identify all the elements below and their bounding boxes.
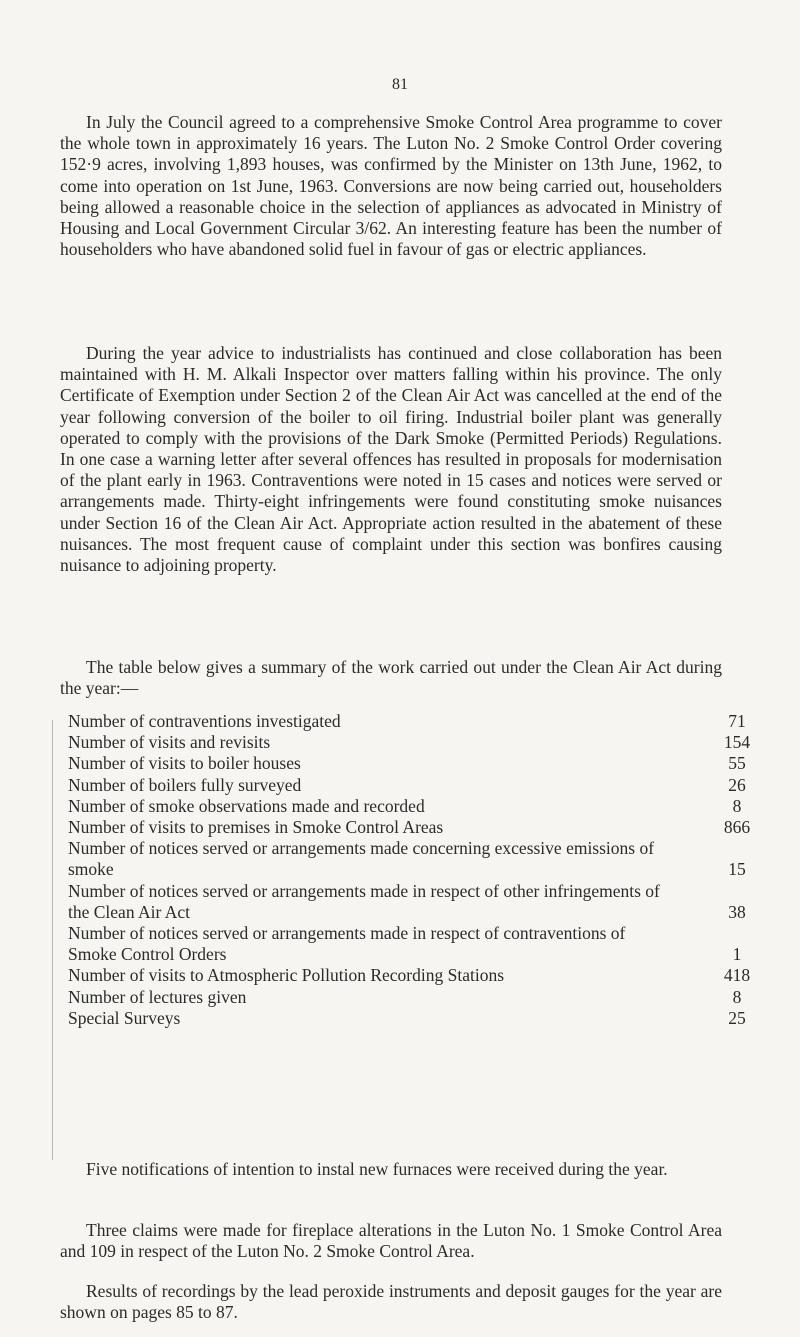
paragraph-industrial-advice: During the year advice to industrialists has continued and close collaboration has been maintained with H. M. Alkali Inspector over matters falling within his province. The only Certificate of Exemption under Section 2 of the Clean Air Act was cancelled at the end of the year following conversion of the boiler to oil firing. Industrial boiler plant was generally operated to comply with the provisions of the Dark Smoke (Permitted Periods) Regulations. In one case a warning letter after several offences has resulted in proposals for modernisation of the plant early in 1963. Contraventions were noted in 15 cases and notices were served or arrangements made. Thirty-eight infringements were found constituting smoke nuisances under Section 16 of the Clean Air Act. Appropriate action resulted in the abatement of these nuisances. The most frequent cause of complaint under this section was bonfires causing nuisance to adjoining property. — [60, 343, 722, 576]
paragraph-furnace-notifications: Five notifications of intention to instal new furnaces were received during the year. — [86, 1159, 668, 1179]
row-value: 418 — [723, 965, 751, 986]
row-label: Number of notices served or arrangements made in respect of contraventions of Smoke Control Orders — [68, 923, 626, 965]
row-value: 25 — [728, 1007, 746, 1028]
table-row — [60, 1008, 760, 1029]
row-value: 154 — [723, 732, 751, 753]
paragraph-recording-results: Results of recordings by the lead peroxide instruments and deposit gauges for the year are shown on pages 85 to 87. — [60, 1281, 722, 1323]
table-row — [60, 965, 760, 986]
row-label: Number of lectures given — [68, 986, 247, 1007]
table-row — [60, 881, 760, 923]
row-value: 8 — [732, 795, 742, 816]
page-number: 81 — [392, 76, 408, 93]
row-label: Number of boilers fully surveyed — [68, 774, 302, 795]
row-value: 26 — [728, 774, 746, 795]
table-row — [60, 838, 760, 880]
paragraph-fireplace-claims: Three claims were made for fireplace alterations in the Luton No. 1 Smoke Control Area and 109 in respect of the Luton No. 2 Smoke Control Area. — [60, 1220, 722, 1262]
row-label: Number of notices served or arrangements made concerning excessive emissions of smoke — [68, 838, 655, 880]
row-value: 866 — [723, 817, 751, 838]
table-row — [60, 796, 760, 817]
row-value: 55 — [728, 753, 746, 774]
table-row — [60, 817, 760, 838]
row-value: 15 — [728, 859, 746, 880]
paragraph-smoke-control-programme: In July the Council agreed to a comprehensive Smoke Control Area programme to cover the whole town in approximately 16 years. The Luton No. 2 Smoke Control Order covering 152·9 acres, involving 1,893 houses, was confirmed by the Minister on 13th June, 1962, to come into operation on 1st June, 1963. Conversions are now being carried out, householders being allowed a reasonable choice in the selection of appliances as advocated in Ministry of Housing and Local Government Circular 3/62. An interesting feature has been the number of householders who have abandoned solid fuel in favour of gas or electric appliances. — [60, 112, 722, 260]
row-value: 38 — [728, 901, 746, 922]
row-label: Number of smoke observations made and recorded — [68, 795, 425, 816]
clean-air-act-summary-table — [60, 711, 760, 1029]
table-row — [60, 923, 760, 965]
table-row — [60, 711, 760, 732]
row-label: Special Surveys — [68, 1007, 181, 1028]
row-label: Number of visits to premises in Smoke Control Areas — [68, 817, 444, 838]
binding-margin-line — [52, 720, 53, 1160]
paragraph-table-intro: The table below gives a summary of the work carried out under the Clean Air Act during the year:— — [60, 657, 722, 699]
row-value: 1 — [732, 944, 742, 965]
table-row — [60, 987, 760, 1008]
row-label: Number of contraventions investigated — [68, 711, 341, 731]
row-label: Number of visits to Atmospheric Pollution Recording Stations — [68, 965, 505, 986]
row-label: Number of visits and revisits — [68, 732, 271, 753]
table-row — [60, 753, 760, 774]
row-value: 8 — [732, 986, 742, 1007]
row-label: Number of visits to boiler houses — [68, 753, 301, 774]
table-row — [60, 775, 760, 796]
table-row — [60, 732, 760, 753]
row-label: Number of notices served or arrangements made in respect of other infringements of the Clean Air Act — [68, 880, 660, 922]
row-value: 71 — [728, 711, 746, 731]
